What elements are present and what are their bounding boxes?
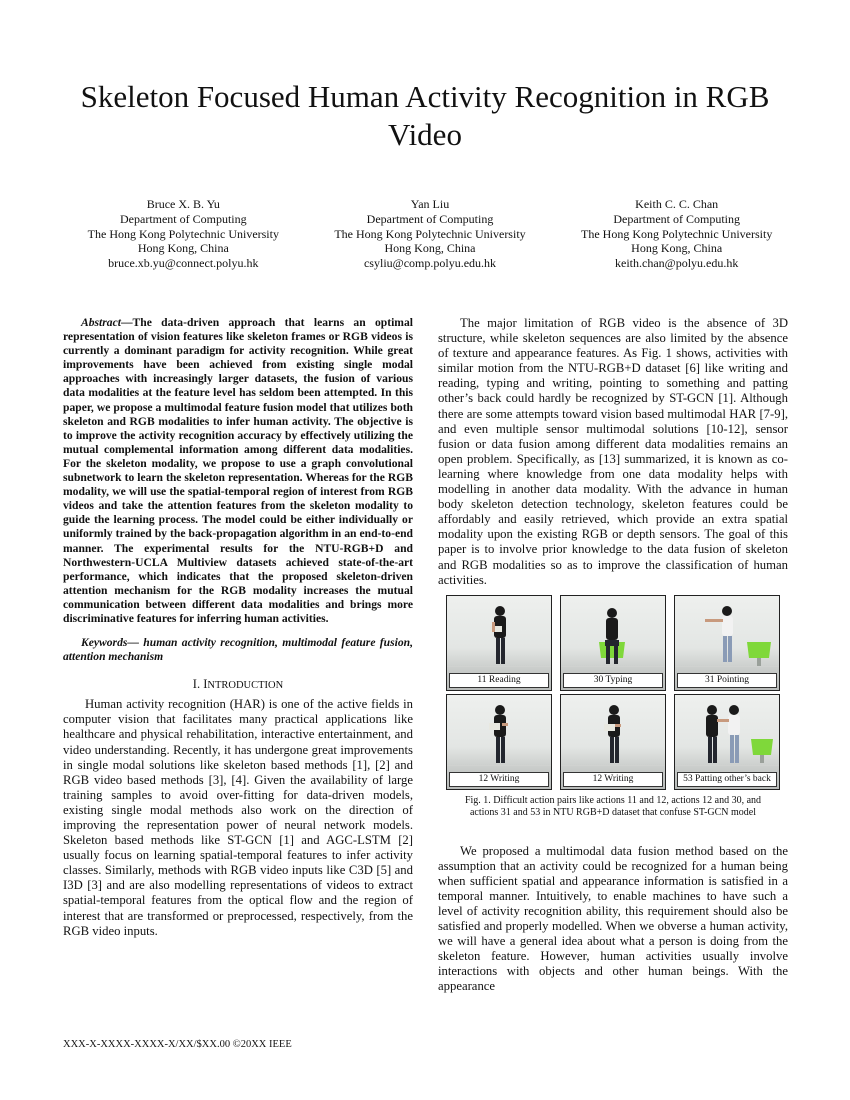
- author-email: bruce.xb.yu@connect.polyu.hk: [108, 256, 259, 271]
- author-block: [60, 197, 800, 271]
- figure-1: [438, 596, 788, 789]
- author-email: keith.chan@polyu.edu.hk: [615, 256, 739, 271]
- panel-label: 12 Writing: [449, 772, 549, 787]
- paper-title: Skeleton Focused Human Activity Recognition in RGB Video: [80, 79, 770, 152]
- person-figure: [597, 703, 631, 773]
- figure-panel-writing-2: [561, 695, 665, 789]
- abstract-text: —The data-driven approach that learns an optimal representation of vision features like skeleton frames or RGB videos is currently a dominant paradigm for activity recognition. While great improvements have been achieved from existing single modal approaches with increasingly larger datasets, the fusion of various data modalities at the feature level has seldom been attempted. In this paper, we propose a multimodal feature fusion model that utilizes both skeleton and RGB modalities to infer human activity. The objective is to improve the activity recognition accuracy by effectively utilizing the mutual complemental information among different data modalities. For the skeleton modality, we propose to use a graph convolutional subnetwork to learn the skeleton representation. Whereas for the RGB modality, we will use the spatial-temporal region of interest from RGB videos and take the attention features from the skeleton modality to guide the learning process. The model could be either individually or uniformly trained by the back-propagation algorithm in an end-to-end manner. The experimental results for the NTU-RGB+D and Northwestern-UCLA Multiview datasets achieved state-of-the-art performance, which indicates that the proposed skeleton-driven attention mechanism for the RGB modality increases the mutual communication between different data modalities and brings more discriminative features for inferring human activities.: [63, 316, 413, 625]
- author-name: Bruce X. B. Yu: [146, 197, 220, 211]
- figure-panel-typing: [561, 596, 665, 690]
- figure-caption-line-1: Fig. 1. Difficult action pairs like actions 11 and 12, actions 12 and 30, and: [464, 794, 762, 806]
- chair-shape: [749, 733, 775, 763]
- section-smallcaps: NTRODUCTION: [207, 680, 284, 692]
- figure-caption-line-2: actions 31 and 53 in NTU RGB+D dataset that confuse ST-GCN model: [469, 807, 757, 819]
- author-2: [307, 197, 554, 271]
- section-numeral: I.: [192, 677, 201, 692]
- abstract: [63, 316, 413, 626]
- author-location: Hong Kong, China: [631, 241, 723, 256]
- abstract-lead: Abstract: [81, 316, 121, 329]
- person-figure: [705, 604, 739, 674]
- person-figure: [483, 604, 517, 674]
- figure-panel-writing: [447, 695, 551, 789]
- right-column: [438, 316, 788, 994]
- author-university: The Hong Kong Polytechnic University: [581, 226, 773, 241]
- author-university: The Hong Kong Polytechnic University: [334, 226, 526, 241]
- person-figure: [483, 703, 517, 773]
- author-name: Yan Liu: [410, 197, 450, 211]
- panel-label: 30 Typing: [563, 673, 663, 688]
- author-dept: Department of Computing: [613, 211, 740, 226]
- author-name: Keith C. C. Chan: [635, 197, 719, 211]
- author-1: [60, 197, 307, 271]
- person-figure-2: [717, 703, 751, 773]
- author-dept: Department of Computing: [366, 211, 494, 226]
- panel-label: 11 Reading: [449, 673, 549, 688]
- section-initial: I: [203, 677, 208, 692]
- panel-label: 53 Patting other’s back: [677, 772, 777, 787]
- copyright-footer: XXX-X-XXXX-XXXX-X/XX/$XX.00 ©20XX IEEE: [63, 1039, 292, 1050]
- panel-label: 12 Writing: [563, 772, 663, 787]
- left-column: [63, 316, 413, 939]
- author-email: csyliu@comp.polyu.edu.hk: [363, 256, 497, 271]
- figure-panel-reading: [447, 596, 551, 690]
- figure-panel-patting: [675, 695, 779, 789]
- author-location: Hong Kong, China: [137, 241, 229, 256]
- keywords: Keywords— human activity recognition, multimodal feature fusion, attention mechanism: [63, 636, 413, 664]
- intro-paragraph: Human activity recognition (HAR) is one of the active fields in computer vision that facilitates many practical applications like healthcare and physical rehabilitation, interactive entertainment, and video understanding. Recently, it has undergone great improvements in single modal solutions like skeleton based methods [1], [2] and RGB video based methods [3], [4]. Given the availability of large training samples to avoid over-fitting for data-driven models, existing single modal methods also work on the direction of improving the representation power of neural network models. Skeleton based methods like ST-GCN [1] and AGC-LSTM [2] usually focus on learning spatial-temporal features to infer activity classes. Similarly, methods with RGB video inputs like C3D [5] and I3D [3] and are also modelling representations of videos to extract spatial-temporal features from the optical flow and the region of interest that are transformed or preprocessed, respectively, from the RGB video inputs.: [63, 697, 413, 938]
- author-location: Hong Kong, China: [384, 241, 476, 256]
- person-figure: [595, 604, 629, 674]
- body-paragraph-1: The major limitation of RGB video is the absence of 3D structure, while skeleton sequences are also limited by the absence of texture and appearance features. As Fig. 1 shows, activities with similar motion from the NTU-RGB+D dataset [6] like writing and reading, typing and writing, pointing to something and patting other’s back could hardly be recognized by ST-GCN [1]. Although there are some attempts toward vision based multimodal HAR [7-9], and even multiple sensor multimodal solutions [10-12], sensor fusion or data fusion among different data modalities remains an open problem. Specifically, as [13] summarized, it is known as co-learning where knowledge from one data modality helps with modelling in another data modality. With the advance in human body skeleton detection technology, skeleton features could be affordably and easily retrieved, which provide an extra spatial modality upon the existing RGB or depth sensors. The goal of this paper is to involve prior knowledge to the data fusion of skeleton and RGB modalities so as to improve the classification of human activities.: [438, 316, 788, 587]
- author-dept: Department of Computing: [120, 211, 247, 226]
- figure-panel-pointing: [675, 596, 779, 690]
- body-paragraph-2: We proposed a multimodal data fusion method based on the assumption that an activity could be recognized for a human being when sufficient spatial and appearance information is satisfied in a temporal manner. Intuitively, to enable machines to have such a level of activity recognition ability, this requirement should also be satisfied and properly modelled. When we obverse a human activity, we will have a general idea about what a person is doing from the skeleton feature. However, human activities usually involve interactions with objects and other human beings. With the appearance: [438, 843, 788, 994]
- panel-label: 31 Pointing: [677, 673, 777, 688]
- section-heading-introduction: [63, 677, 413, 692]
- author-3: [553, 197, 800, 271]
- author-university: The Hong Kong Polytechnic University: [87, 226, 279, 241]
- figure-caption: [438, 795, 788, 820]
- chair-shape: [745, 636, 773, 666]
